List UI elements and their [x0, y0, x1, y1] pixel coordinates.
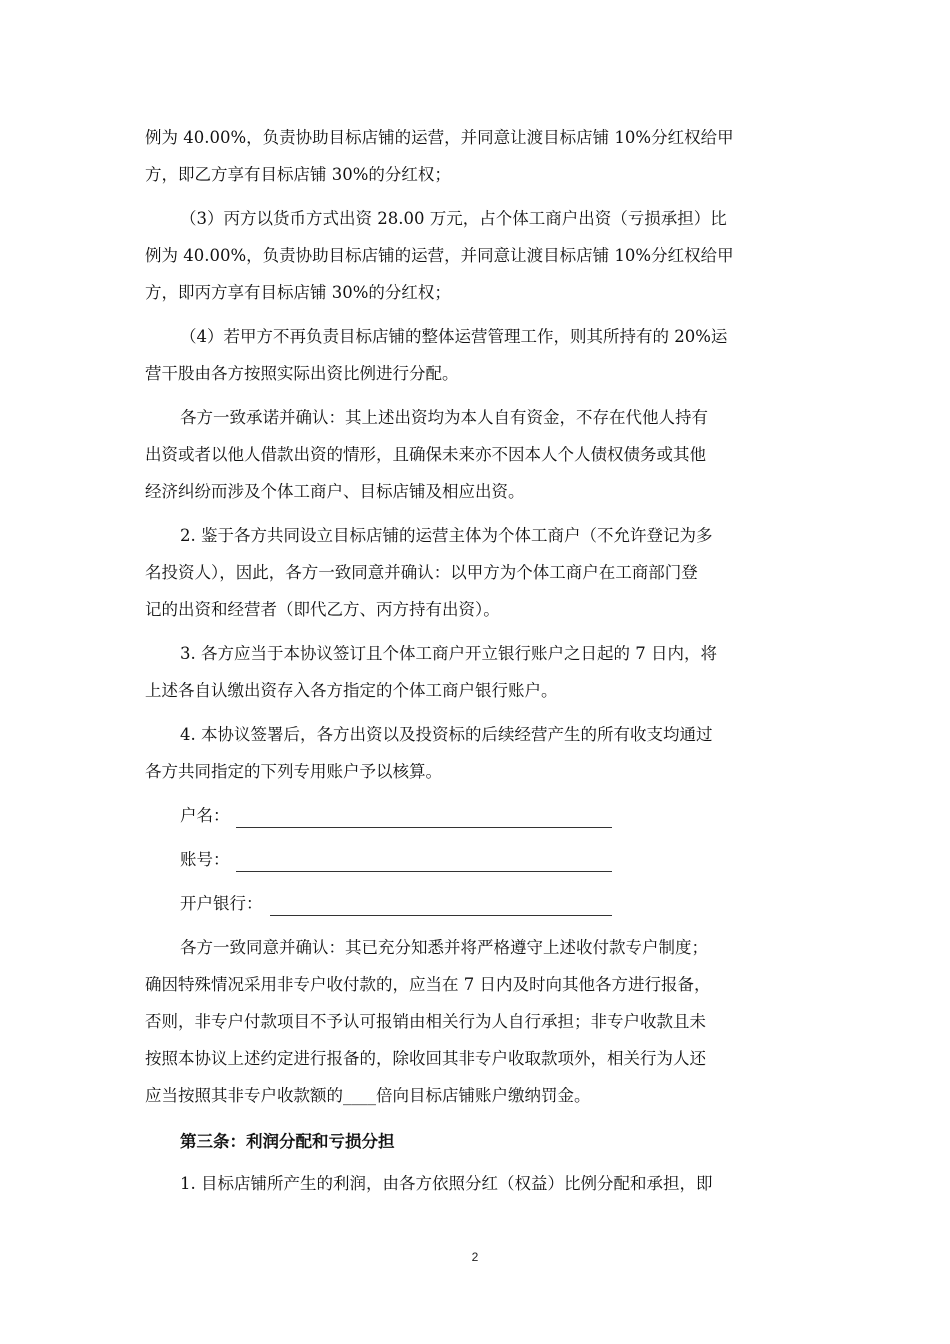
paragraph-line: （3）丙方以货币方式出资 28.00 万元，占个体工商户出资（亏损承担）比	[180, 209, 727, 228]
paragraph-line: 确因特殊情况采用非专户收付款的，应当在 7 日内及时向其他各方进行报备，	[145, 975, 711, 994]
account-number-label: 账号：	[180, 850, 230, 869]
bank-name-blank	[270, 915, 612, 916]
paragraph-line: 各方一致同意并确认：其已充分知悉并将严格遵守上述收付款专户制度；	[180, 938, 708, 957]
paragraph-line: 记的出资和经营者（即代乙方、丙方持有出资）。	[145, 600, 500, 619]
account-number-blank	[236, 871, 612, 872]
account-name-blank	[236, 827, 612, 828]
paragraph-line: 营干股由各方按照实际出资比例进行分配。	[145, 364, 459, 383]
paragraph-line: 方，即乙方享有目标店铺 30%的分红权；	[145, 165, 451, 184]
paragraph-line: 否则，非专户付款项目不予认可报销由相关行为人自行承担；非专户收款且未	[145, 1012, 706, 1031]
paragraph-line: 出资或者以他人借款出资的情形，且确保未来亦不因本人个人债权债务或其他	[145, 445, 706, 464]
page-number: 2	[471, 1250, 479, 1264]
paragraph-line: 1. 目标店铺所产生的利润，由各方依照分红（权益）比例分配和承担，即	[180, 1174, 713, 1193]
paragraph-line: 3. 各方应当于本协议签订且个体工商户开立银行账户之日起的 7 日内，将	[180, 644, 717, 663]
paragraph-line: 名投资人），因此，各方一致同意并确认：以甲方为个体工商户在工商部门登	[145, 563, 698, 582]
bank-name-label: 开户银行：	[180, 894, 263, 913]
paragraph-line: 各方共同指定的下列专用账户予以核算。	[145, 762, 442, 781]
paragraph-line: （4）若甲方不再负责目标店铺的整体运营管理工作，则其所持有的 20%运	[180, 327, 728, 346]
paragraph-line: 2. 鉴于各方共同设立目标店铺的运营主体为个体工商户（不允许登记为多	[180, 526, 713, 545]
paragraph-line: 按照本协议上述约定进行报备的，除收回其非专户收取款项外，相关行为人还	[145, 1049, 706, 1068]
paragraph-line: 方，即丙方享有目标店铺 30%的分红权；	[145, 283, 451, 302]
paragraph-line: 例为 40.00%，负责协助目标店铺的运营，并同意让渡目标店铺 10%分红权给甲	[145, 246, 734, 265]
paragraph-line: 应当按照其非专户收款额的____倍向目标店铺账户缴纳罚金。	[145, 1086, 591, 1105]
paragraph-line: 4. 本协议签署后，各方出资以及投资标的后续经营产生的所有收支均通过	[180, 725, 713, 744]
section-heading: 第三条：利润分配和亏损分担	[180, 1132, 395, 1151]
paragraph-line: 上述各自认缴出资存入各方指定的个体工商户银行账户。	[145, 681, 558, 700]
paragraph-line: 例为 40.00%，负责协助目标店铺的运营，并同意让渡目标店铺 10%分红权给甲	[145, 128, 734, 147]
paragraph-line: 经济纠纷而涉及个体工商户、目标店铺及相应出资。	[145, 482, 525, 501]
account-name-label: 户名：	[180, 806, 230, 825]
paragraph-line: 各方一致承诺并确认：其上述出资均为本人自有资金，不存在代他人持有	[180, 408, 708, 427]
